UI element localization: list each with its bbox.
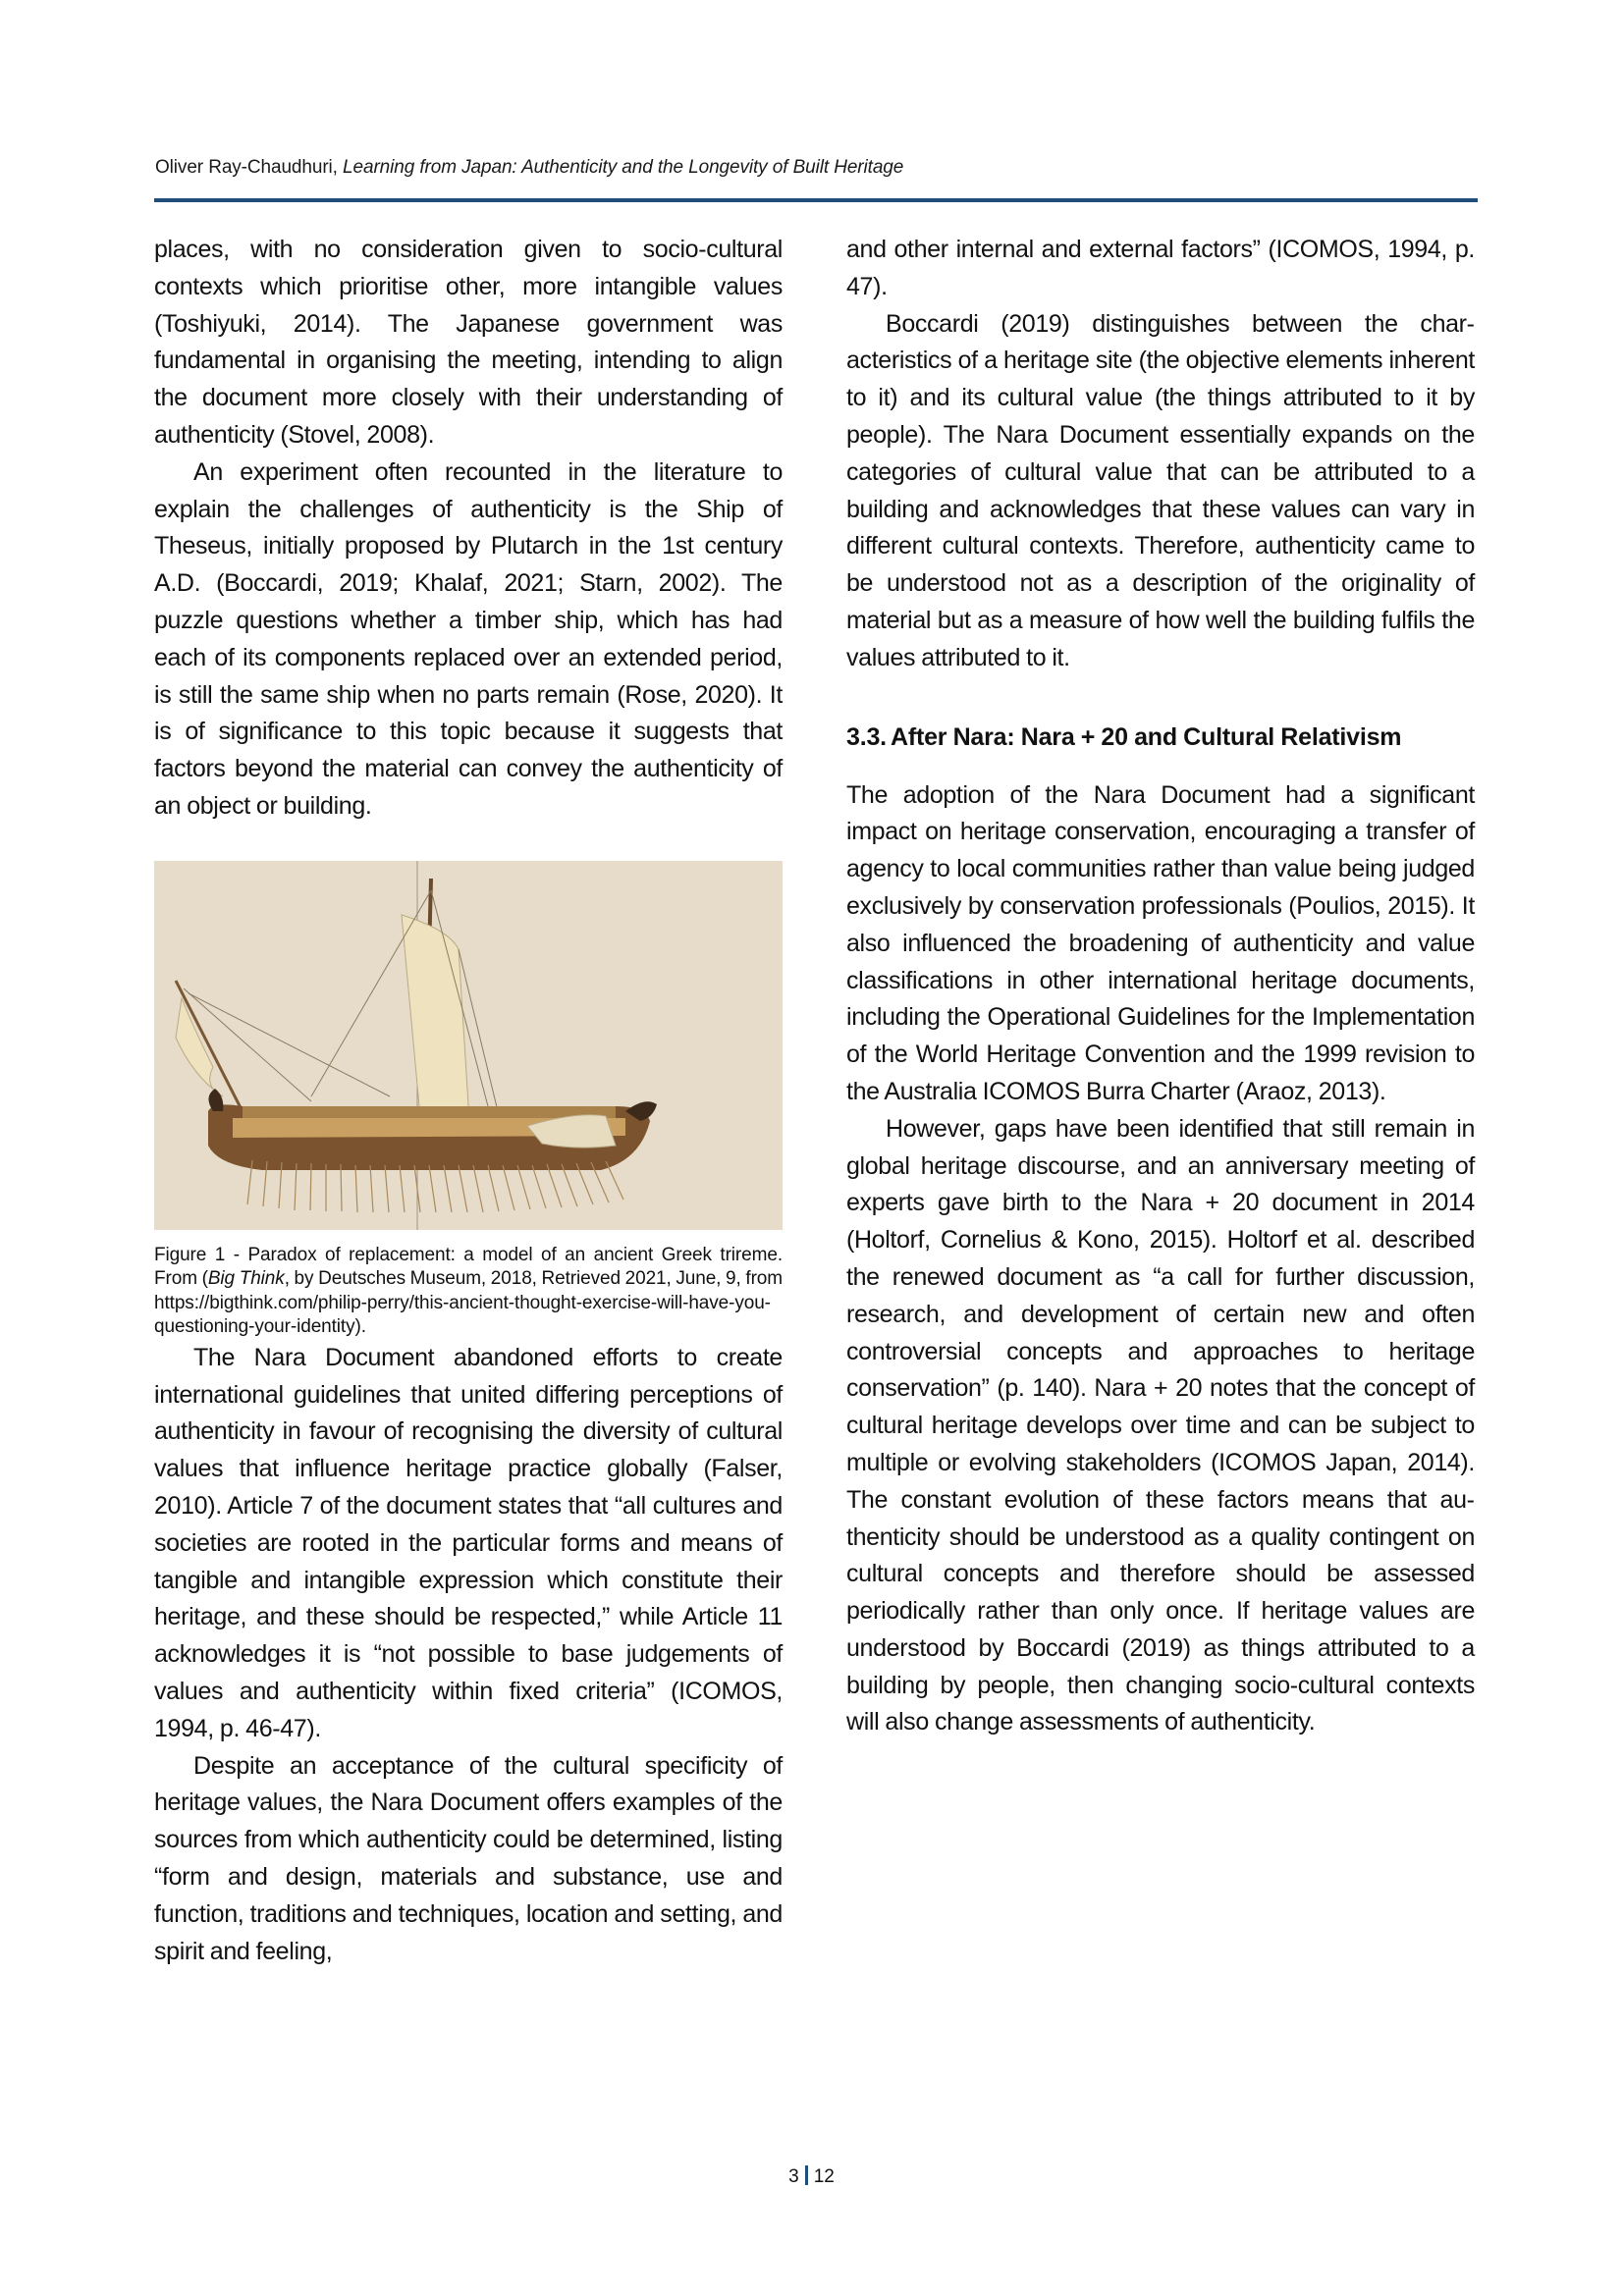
header-rule [154,198,1478,202]
paragraph: places, with no consideration given to socio-cultural contexts which prioritise other, more intangible values (Toshiyuki, 2014). The Japanese government was fundamental in organising the meeting, intending to align the document more closely with their understanding of authenticity (Stovel, 2008). [154,236,783,449]
figure-caption [154,1244,783,1340]
page-number [0,2165,1623,2188]
header-title: Learning from Japan: Authenticity and the Longevity of Built Heritage [343,157,904,178]
trireme-illustration [154,861,783,1230]
header-author: Oliver Ray-Chaudhuri, [155,157,344,178]
page-separator [805,2165,808,2185]
paragraph: Boccardi (2019) distinguishes between the characteristics of a heritage site (the objective elements inherent to it) and its cultural value (the things attributed to it by people). The Nara Document essentially expands on the categories of cultural value that can be attributed to a building and acknowledges that these values can vary in different cultural contexts. Therefore, authenticity came to be understood not as a description of the originality of material but as a measure of how well the building fulfils the values attributed to it. [846,309,1475,671]
section-title: After Nara: Nara + 20 and Cultural Relativism [891,722,1402,751]
right-column [846,232,1475,1741]
paragraph: and other internal and external factors” (ICOMOS, 1994, p. 47). [846,236,1475,300]
caption-text: Figure 1 - Paradox of replacement: a model of an ancient Greek trireme. From ( [154,1244,783,1290]
section-number: 3.3. [846,722,887,751]
running-header [155,157,1479,179]
caption-text: , by Deutsches Museum, 2018, Retrieved 2021, June, 9, from https://bigthink.com/philip-perry/this-ancient-thought-exercise-will-have-you-questioning-your-identity). [154,1268,783,1338]
trireme-image [154,861,783,1230]
paragraph: However, gaps have been identified that still remain in global heritage discourse, and an anniversary meeting of experts gave birth to the Nara + 20 document in 2014 (Holtorf, Cornelius & Kono, 2015). Holtorf et al. described the renewed document as “a call for further discussion, research, and development of certain new and often controversial concepts and approaches to heritage conservation” (p. 140). Nara + 20 notes that the concept of cultural heritage develops over time and can be subject to multiple or evolving stakeholders (ICOMOS Japan, 2014). The constant evolution of these factors means that authenticity should be understood as a quality contingent on cultural concepts and therefore should be assessed periodically rather than only once. If heritage values are understood by Boccardi (2019) as things attributed to a building by people, then changing socio-cultural contexts will also change assessments of authenticity. [846,1114,1475,1736]
left-column [154,232,783,1970]
paragraph: Despite an acceptance of the cultural specificity of heritage values, the Nara Document offers examples of the sources from which authenticity could be determined, listing “form and design, materials and substance, use and function, traditions and techniques, location and setting, and spirit and feeling, [154,1751,783,1965]
paragraph: The adoption of the Nara Document had a significant impact on heritage conservation, encouraging a transfer of agency to local communities rather than value being judged exclusively by conservation professionals (Poulios, 2015). It also influenced the broadening of authenticity and value classifications in other international heritage documents, including the Operational Guidelines for the Implementation of the World Heritage Convention and the 1999 revision to the Australia ICOMOS Burra Charter (Araoz, 2013). [846,780,1475,1105]
caption-source-title: Big Think [207,1268,285,1290]
page-total: 12 [813,2166,835,2187]
page-current: 3 [788,2166,799,2187]
figure-1 [154,861,783,1340]
section-heading [846,719,1475,756]
paragraph: An experiment often recounted in the literature to explain the challenges of authenticity is the Ship of Theseus, initially proposed by Plutarch in the 1st century A.D. (Boccardi, 2019; Khalaf, 2021; Starn, 2002). The puzzle questions whether a timber ship, which has had each of its components replaced over an extended period, is still the same ship when no parts remain (Rose, 2020). It is of significance to this topic because it suggests that factors beyond the material can convey the authenticity of an object or building. [154,457,783,820]
paragraph: The Nara Document abandoned efforts to create international guidelines that united differing perceptions of authenticity in favour of recognising the diversity of cultural values that influence heritage practice globally (Falser, 2010). Article 7 of the document states that “all cultures and societies are rooted in the particular forms and means of tangible and intangible expression which constitute their heritage, and these should be respected,” while Article 11 acknowledges it is “not possible to base judgements of values and authenticity within fixed criteria” (ICOMOS, 1994, p. 46-47). [154,1343,783,1742]
